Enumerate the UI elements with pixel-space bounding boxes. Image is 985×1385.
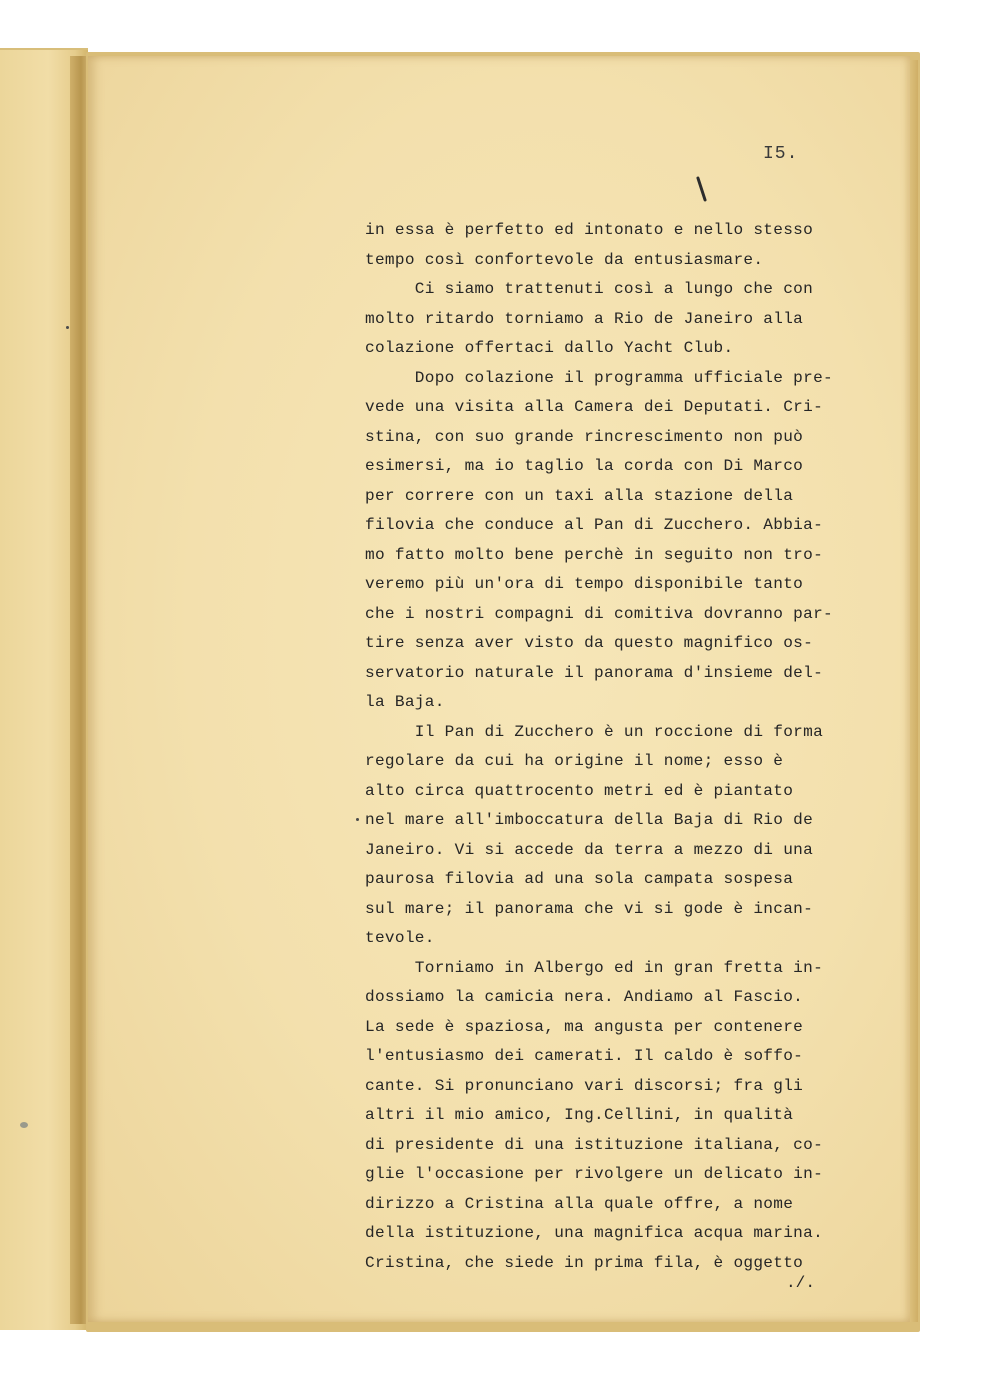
text-line: tevole. [365, 929, 435, 947]
text-line: di presidente di una istituzione italiana, co- [365, 1135, 824, 1154]
text-line: sul mare; il panorama che vi si gode è incan- [365, 899, 814, 918]
text-line: in essa è perfetto ed intonato e nello stesso [365, 221, 814, 239]
text-line: nel mare all'imboccatura della Baja di Rio de [365, 811, 814, 829]
text-line: l'entusiasmo dei camerati. Il caldo è soffo- [365, 1047, 804, 1065]
text-line: altri il mio amico, Ing.Cellini, in qualità [365, 1106, 794, 1124]
text-line: regolare da cui ha origine il nome; esso è [365, 752, 784, 770]
text-line: Janeiro. Vi si accede da terra a mezzo di una [365, 840, 814, 859]
text-line: veremo più un'ora di tempo disponibile tanto [365, 575, 804, 593]
text-line: colazione offertaci dallo Yacht Club. [365, 339, 734, 357]
text-line: glie l'occasione per rivolgere un delicato in- [365, 1165, 824, 1183]
text-line: Torniamo in Albergo ed in gran fretta in- [365, 958, 824, 977]
text-line: mo fatto molto bene perchè in seguito non tro- [365, 545, 824, 564]
text-line: La sede è spaziosa, ma angusta per contenere [365, 1017, 804, 1036]
text-line: paurosa filovia ad una sola campata sospesa [365, 870, 794, 888]
ink-speck [66, 326, 69, 329]
text-line: che i nostri compagni di comitiva dovranno par- [365, 604, 834, 623]
text-line: dossiamo la camicia nera. Andiamo al Fascio. [365, 988, 804, 1006]
text-line: Ci siamo trattenuti così a lungo che con [365, 280, 814, 298]
text-line: molto ritardo torniamo a Rio de Janeiro alla [365, 309, 804, 328]
text-line: Cristina, che siede in prima fila, è oggetto [365, 1253, 804, 1272]
text-line: della istituzione, una magnifica acqua marina. [365, 1224, 824, 1242]
text-line: tire senza aver visto da questo magnifico os- [365, 634, 814, 652]
page-number: I5. [763, 144, 799, 164]
text-line: vede una visita alla Camera dei Deputati. Cri- [365, 398, 824, 416]
text-line: alto circa quattrocento metri ed è piantato [365, 781, 794, 800]
continuation-mark: ./. [786, 1274, 815, 1292]
text-line: la Baja. [365, 693, 445, 711]
text-line: dirizzo a Cristina alla quale offre, a nome [365, 1194, 794, 1213]
ink-speck [20, 1122, 28, 1128]
text-line: per correre con un taxi alla stazione della [365, 486, 794, 505]
text-line: Il Pan di Zucchero è un roccione di forma [365, 722, 824, 741]
text-line: Dopo colazione il programma ufficiale pre- [365, 368, 834, 387]
text-line: stina, con suo grande rincrescimento non può [365, 427, 804, 446]
ink-speck [356, 818, 359, 821]
text-line: servatorio naturale il panorama d'insieme del- [365, 663, 824, 682]
text-line: cante. Si pronunciano vari discorsi; fra gli [365, 1076, 804, 1095]
text-line: esimersi, ma io taglio la corda con Di Marco [365, 457, 804, 475]
text-line: filovia che conduce al Pan di Zucchero. Abbia- [365, 516, 824, 534]
text-line: tempo così confortevole da entusiasmare. [365, 250, 764, 269]
typewritten-text [365, 216, 855, 1278]
